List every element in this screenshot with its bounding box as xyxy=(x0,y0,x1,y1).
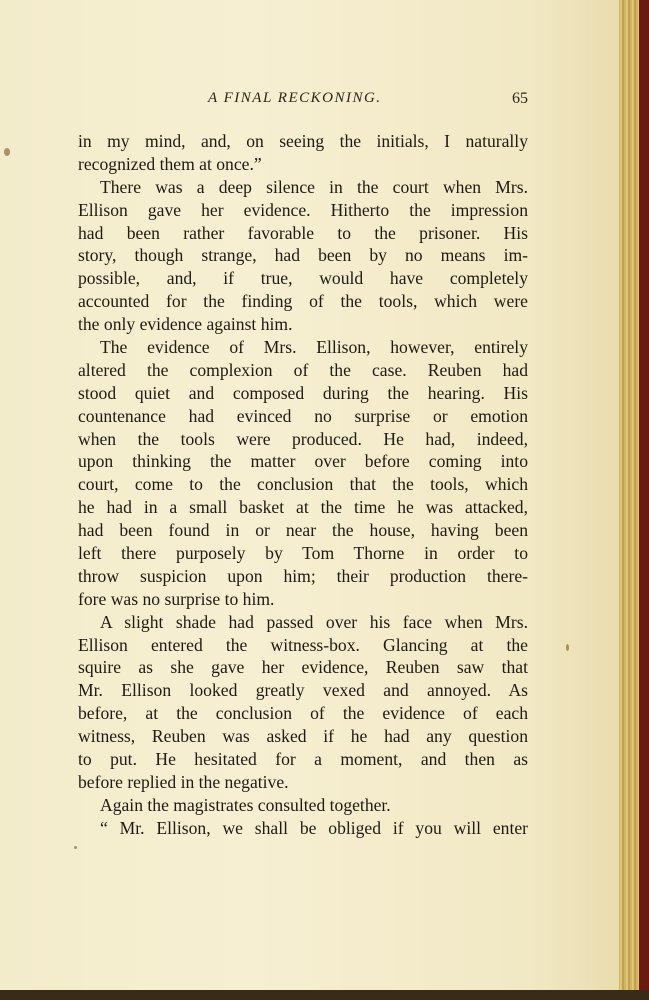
text-line: before replied in the negative. xyxy=(78,771,289,792)
body-text xyxy=(78,130,528,840)
text-line: Again the magistrates consulted together. xyxy=(100,794,391,815)
paper-spot xyxy=(74,846,77,849)
text-line: altered the complexion of the case. Reuben had xyxy=(78,359,528,380)
text-line: accounted for the finding of the tools, which were xyxy=(78,291,528,312)
text-line: court, come to the conclusion that the tools, which xyxy=(78,474,528,495)
text-line: to put. He hesitated for a moment, and then as xyxy=(78,749,528,770)
text-line: countenance had evinced no surprise or emotion xyxy=(78,405,528,426)
text-line: before, at the conclusion of the evidence of each xyxy=(78,703,528,724)
text-line: “ Mr. Ellison, we shall be obliged if you will enter xyxy=(100,817,528,838)
page-number: 65 xyxy=(512,90,528,107)
text-line: witness, Reuben was asked if he had any question xyxy=(78,726,528,747)
text-line: left there purposely by Tom Thorne in order to xyxy=(78,543,528,564)
book-cover-edge xyxy=(639,0,649,1000)
text-line: had been found in or near the house, having been xyxy=(78,520,528,541)
text-line: throw suspicion upon him; their production there- xyxy=(78,565,528,586)
text-line: when the tools were produced. He had, indeed, xyxy=(78,428,528,449)
text-line: There was a deep silence in the court when Mrs. xyxy=(100,176,528,197)
text-line: The evidence of Mrs. Ellison, however, entirely xyxy=(100,337,528,358)
text-line: upon thinking the matter over before coming into xyxy=(78,451,528,472)
text-line: squire as she gave her evidence, Reuben saw that xyxy=(78,657,528,678)
paper-spot xyxy=(4,148,10,156)
text-line: A slight shade had passed over his face when Mrs. xyxy=(100,611,528,632)
text-line: the only evidence against him. xyxy=(78,314,293,335)
text-line: in my mind, and, on seeing the initials, I naturally xyxy=(78,131,528,151)
text-line: he had in a small basket at the time he was attacked, xyxy=(78,497,528,518)
text-line: possible, and, if true, would have completely xyxy=(78,268,528,289)
text-line: story, though strange, had been by no means im- xyxy=(78,245,528,266)
text-line: stood quiet and composed during the hearing. His xyxy=(78,382,528,403)
text-line: had been rather favorable to the prisoner. His xyxy=(78,222,528,243)
text-line: Ellison entered the witness-box. Glancing at the xyxy=(78,634,528,655)
text-line: Mr. Ellison looked greatly vexed and annoyed. As xyxy=(78,680,528,701)
paper-spot xyxy=(566,644,569,651)
text-line: fore was no surprise to him. xyxy=(78,588,275,609)
book-bottom-edge xyxy=(0,990,649,1000)
text-line: Ellison gave her evidence. Hitherto the impression xyxy=(78,199,528,220)
page-header xyxy=(78,90,528,112)
text-line: recognized them at once.” xyxy=(78,153,262,174)
running-head: A FINAL RECKONING. xyxy=(208,90,382,106)
